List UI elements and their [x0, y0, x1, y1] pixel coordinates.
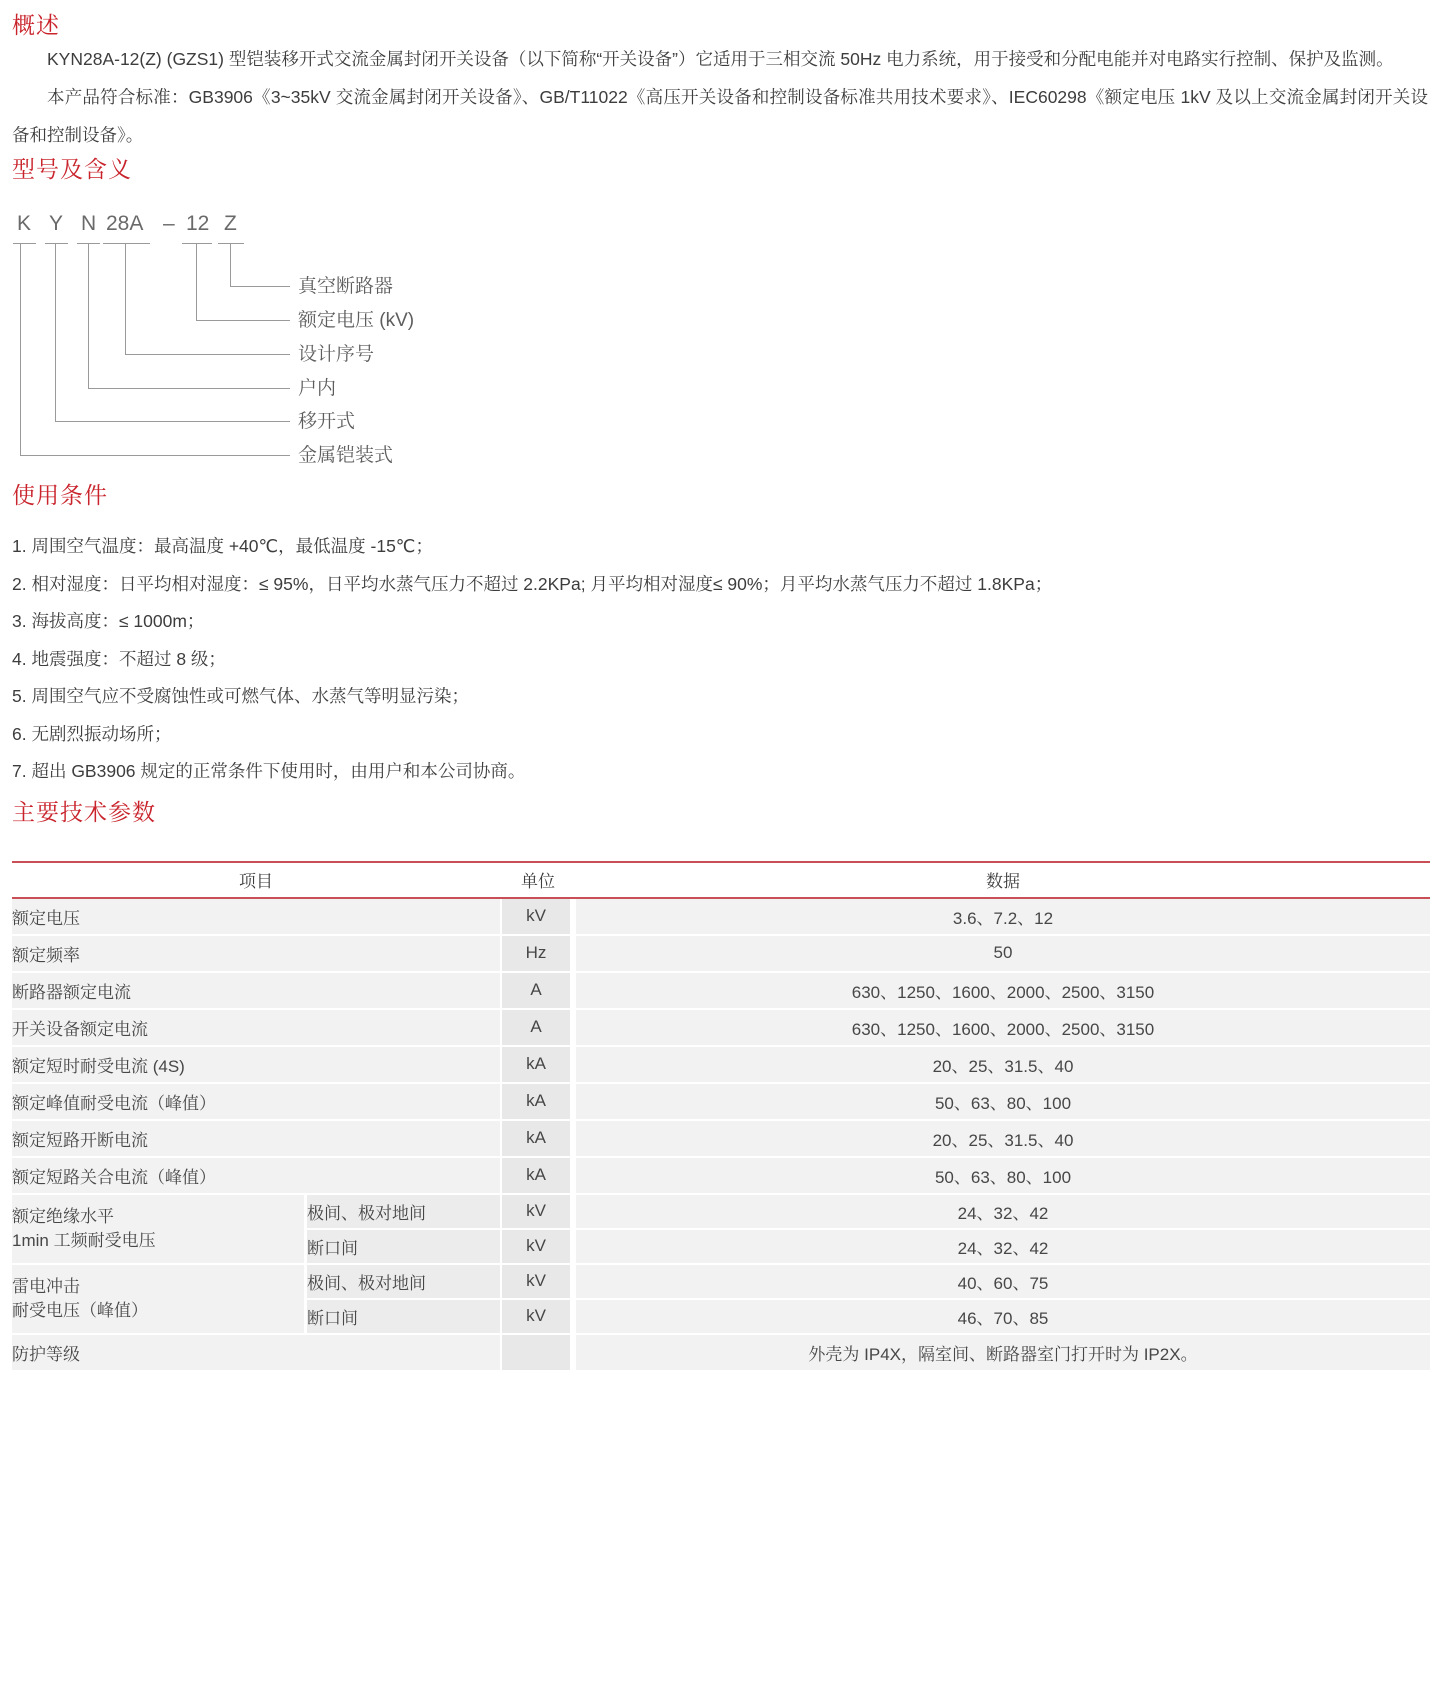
row-unit-cell: kV — [500, 1195, 576, 1230]
row-sub-cell: 极间、极对地间 — [304, 1195, 500, 1230]
conditions-list — [12, 534, 1428, 783]
overview-heading: 概述 — [12, 12, 60, 38]
row-item-cell: 断路器额定电流 — [12, 973, 500, 1010]
row-data-cell: 3.6、7.2、12 — [576, 899, 1430, 936]
code-letter-serial: 28A — [106, 212, 144, 235]
diagram-label-withdrawable: 移开式 — [298, 411, 356, 432]
table-header-unit: 单位 — [500, 863, 576, 899]
row-unit-cell: Hz — [500, 936, 576, 973]
row-data-cell: 24、32、42 — [576, 1230, 1430, 1265]
row-sub-cell: 断口间 — [304, 1300, 500, 1335]
group-item-line1: 雷电冲击 — [12, 1276, 80, 1296]
row-unit-cell: kA — [500, 1084, 576, 1121]
model-designation-diagram — [12, 212, 1428, 480]
row-data-cell: 40、60、75 — [576, 1265, 1430, 1300]
table-row — [12, 1158, 1430, 1195]
table-header-row — [12, 863, 1430, 899]
row-unit-cell: A — [500, 1010, 576, 1047]
table-group-row — [12, 1195, 1430, 1230]
code-letter-k: K — [17, 212, 32, 235]
table-row — [12, 899, 1430, 936]
row-unit-cell: kA — [500, 1121, 576, 1158]
row-item-cell: 防护等级 — [12, 1335, 500, 1372]
row-data-cell: 630、1250、1600、2000、2500、3150 — [576, 973, 1430, 1010]
table-row — [12, 1335, 1430, 1372]
table-row — [12, 936, 1430, 973]
row-unit-cell: kV — [500, 1230, 576, 1265]
row-unit-cell: A — [500, 973, 576, 1010]
connector-line-k — [20, 243, 290, 456]
list-item: 4. 地震强度：不超过 8 级； — [12, 648, 226, 669]
row-unit-cell: kA — [500, 1158, 576, 1195]
row-sub-cell: 断口间 — [304, 1230, 500, 1265]
group-item-line2: 1min 工频耐受电压 — [12, 1230, 156, 1250]
list-item: 5. 周围空气应不受腐蚀性或可燃气体、水蒸气等明显污染； — [12, 686, 469, 706]
table-row — [12, 1010, 1430, 1047]
row-unit-cell: kA — [500, 1047, 576, 1084]
table-row — [12, 1121, 1430, 1158]
list-item: 6. 无剧烈振动场所； — [12, 723, 172, 744]
list-item: 7. 超出 GB3906 规定的正常条件下使用时，由用户和本公司协商。 — [12, 761, 526, 781]
model-heading: 型号及含义 — [12, 156, 132, 182]
row-data-cell: 50、63、80、100 — [576, 1158, 1430, 1195]
code-letter-y: Y — [49, 212, 64, 235]
row-data-cell: 50 — [576, 936, 1430, 973]
row-sub-cell: 极间、极对地间 — [304, 1265, 500, 1300]
row-unit-cell — [500, 1335, 576, 1372]
row-data-cell: 50、63、80、100 — [576, 1084, 1430, 1121]
row-item-cell: 额定短时耐受电流 (4S) — [12, 1047, 500, 1084]
row-data-cell: 20、25、31.5、40 — [576, 1047, 1430, 1084]
diagram-label-indoor: 户内 — [298, 378, 337, 399]
row-item-cell: 额定电压 — [12, 899, 500, 936]
table-group-row — [12, 1265, 1430, 1300]
table-row — [12, 1084, 1430, 1121]
row-item-cell: 开关设备额定电流 — [12, 1010, 500, 1047]
parameters-table — [12, 861, 1430, 1372]
code-letter-voltage: 12 — [186, 212, 210, 235]
table-row — [12, 973, 1430, 1010]
row-data-cell: 630、1250、1600、2000、2500、3150 — [576, 1010, 1430, 1047]
row-item-cell: 额定频率 — [12, 936, 500, 973]
code-letter-n: N — [81, 212, 97, 235]
code-letter-z: Z — [224, 212, 237, 235]
list-item: 3. 海拔高度：≤ 1000m； — [12, 611, 205, 631]
diagram-label-metal-clad: 金属铠装式 — [298, 445, 394, 466]
diagram-label-rated-voltage: 额定电压 (kV) — [298, 310, 415, 331]
table-row — [12, 1047, 1430, 1084]
parameters-table-wrap — [12, 861, 1428, 1372]
diagram-label-design-serial: 设计序号 — [298, 344, 375, 365]
row-data-cell: 24、32、42 — [576, 1195, 1430, 1230]
row-item-cell: 额定峰值耐受电流（峰值） — [12, 1084, 500, 1121]
row-unit-cell: kV — [500, 1265, 576, 1300]
list-item: 2. 相对湿度：日平均相对湿度：≤ 95%，日平均水蒸气压力不超过 2.2KPa; 月平均相对湿度≤ 90%；月平均水蒸气压力不超过 1.8KPa； — [12, 573, 1053, 594]
list-item: 1. 周围空气温度：最高温度 +40℃，最低温度 -15℃； — [12, 536, 433, 556]
group-item-cell — [12, 1265, 304, 1335]
group-item-line1: 额定绝缘水平 — [12, 1206, 114, 1226]
group-item-cell — [12, 1195, 304, 1265]
row-unit-cell: kV — [500, 1300, 576, 1335]
row-data-cell: 46、70、85 — [576, 1300, 1430, 1335]
table-header-item: 项目 — [12, 863, 500, 899]
row-data-cell: 20、25、31.5、40 — [576, 1121, 1430, 1158]
row-unit-cell: kV — [500, 899, 576, 936]
overview-paragraph-1: KYN28A-12(Z) (GZS1) 型铠装移开式交流金属封闭开关设备（以下简称“开关设备”）它适用于三相交流 50Hz 电力系统，用于接受和分配电能并对电路实行控制、保护及监测。 — [47, 49, 1394, 69]
conditions-heading: 使用条件 — [12, 482, 108, 508]
row-item-cell: 额定短路开断电流 — [12, 1121, 500, 1158]
row-data-cell: 外壳为 IP4X，隔室间、断路器室门打开时为 IP2X。 — [576, 1335, 1430, 1372]
group-item-line2: 耐受电压（峰值） — [12, 1300, 148, 1320]
diagram-label-vacuum-breaker: 真空断路器 — [298, 276, 394, 297]
row-item-cell: 额定短路关合电流（峰值） — [12, 1158, 500, 1195]
code-letter-dash: – — [163, 212, 175, 235]
parameters-heading: 主要技术参数 — [12, 798, 156, 825]
table-header-data: 数据 — [576, 863, 1430, 899]
overview-paragraph-2: 本产品符合标准：GB3906《3~35kV 交流金属封闭开关设备》、GB/T11022《高压开关设备和控制设备标准共用技术要求》、IEC60298《额定电压 1kV 及以上交流金属封闭开关设备和控制设备》。 — [12, 87, 1428, 145]
